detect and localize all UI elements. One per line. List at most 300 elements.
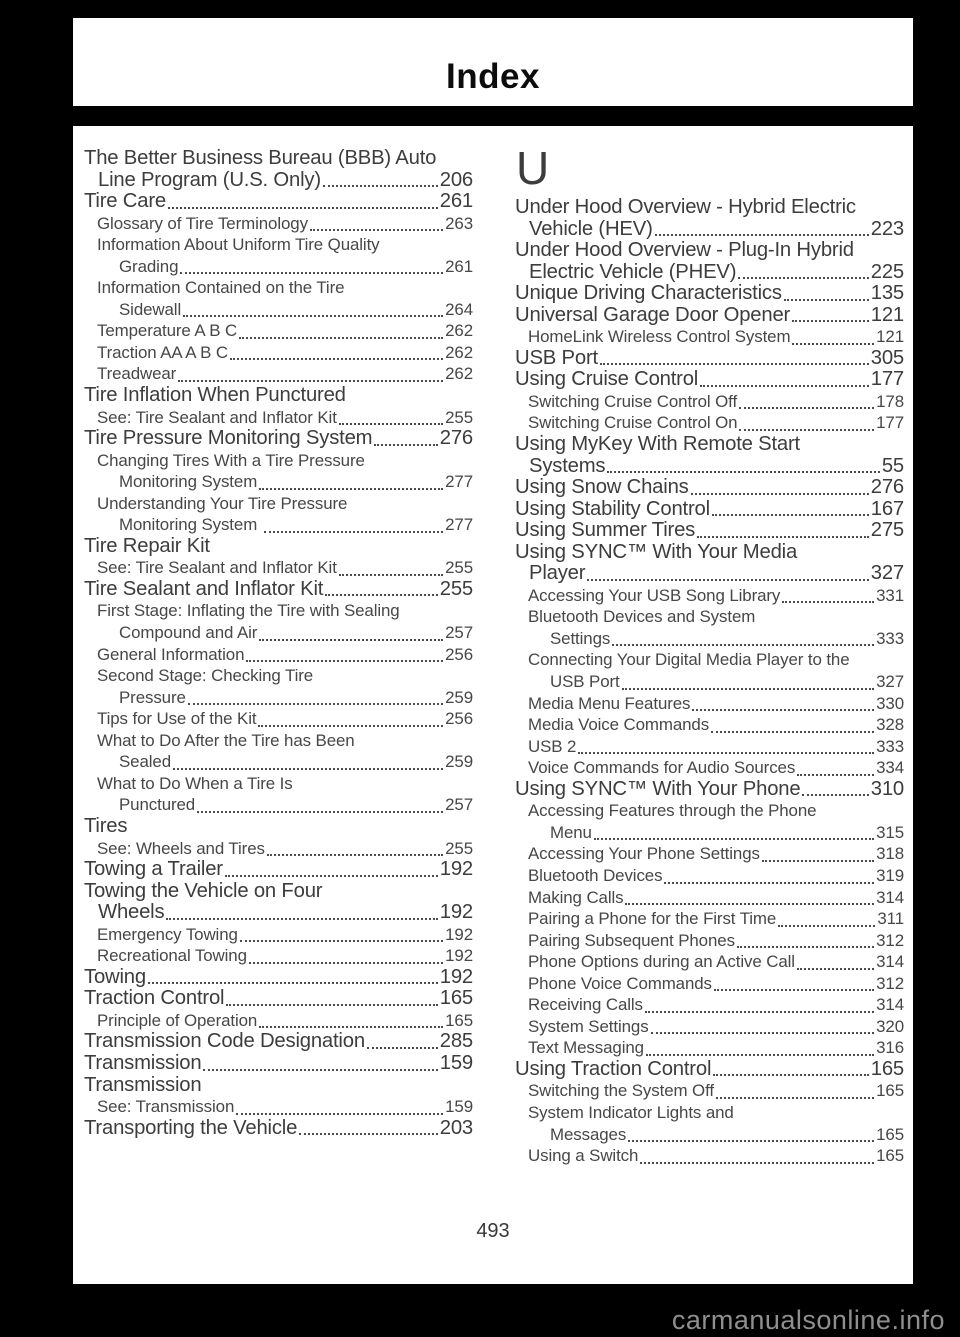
entry-label: Punctured xyxy=(119,795,196,815)
index-entry xyxy=(84,1031,473,1053)
index-entry xyxy=(515,477,904,499)
entry-page-ref: 305 xyxy=(870,346,904,369)
entry-page-ref: 261 xyxy=(439,190,473,213)
index-entry xyxy=(515,757,904,779)
index-entry-line xyxy=(515,197,904,219)
index-entry-line xyxy=(528,412,904,434)
entry-label: Universal Garage Door Opener xyxy=(515,303,791,326)
index-entry-line xyxy=(528,391,904,413)
index-entry xyxy=(515,240,904,283)
index-entry-line xyxy=(97,600,473,622)
dots-leader xyxy=(700,385,869,387)
index-entry-line xyxy=(98,902,473,924)
dots-leader xyxy=(367,1047,438,1049)
index-entry-line xyxy=(97,320,473,342)
entry-label: Information About Uniform Tire Quality xyxy=(97,235,380,255)
watermark-text: carmanualsonline.info xyxy=(671,1305,945,1335)
entry-page-ref: 259 xyxy=(445,752,473,772)
dots-leader xyxy=(325,594,438,596)
index-entry-line xyxy=(97,708,473,730)
dots-leader xyxy=(166,918,437,920)
entry-page-ref: 165 xyxy=(876,1124,904,1144)
entry-page-ref: 177 xyxy=(870,368,904,391)
entry-page-ref: 203 xyxy=(439,1116,473,1139)
index-entry-line xyxy=(84,148,473,170)
index-entry xyxy=(84,1075,473,1097)
entry-page-ref: 264 xyxy=(445,299,473,319)
entry-page-ref: 192 xyxy=(439,901,473,924)
index-entry xyxy=(515,326,904,348)
index-entry-line xyxy=(515,369,904,391)
index-entry xyxy=(515,908,904,930)
entry-page-ref: 165 xyxy=(870,1057,904,1080)
dots-leader xyxy=(655,234,869,236)
entry-label: Glossary of Tire Terminology xyxy=(97,213,308,233)
entry-label: See: Tire Sealant and Inflator Kit xyxy=(97,407,337,427)
entry-label: System Indicator Lights and xyxy=(528,1102,734,1122)
index-entry-line xyxy=(515,477,904,499)
dots-leader xyxy=(578,752,874,754)
entry-page-ref: 285 xyxy=(439,1030,473,1053)
index-entry xyxy=(84,665,473,708)
entry-label: Accessing Features through the Phone xyxy=(528,801,817,821)
index-entry-line xyxy=(84,859,473,881)
index-entry xyxy=(515,994,904,1016)
entry-label: Using Cruise Control xyxy=(515,368,699,391)
index-entry-line xyxy=(528,1080,904,1102)
index-entry-line xyxy=(97,665,473,687)
index-entry-line xyxy=(97,277,473,299)
entry-page-ref: 327 xyxy=(876,672,904,692)
dots-leader xyxy=(267,854,443,856)
index-entry xyxy=(515,1080,904,1102)
index-entry-line xyxy=(97,644,473,666)
entry-label: See: Transmission xyxy=(97,1097,235,1117)
entry-page-ref: 192 xyxy=(439,858,473,881)
entry-label: Temperature A B C xyxy=(97,321,238,341)
index-entry xyxy=(84,536,473,558)
entry-label: Phone Voice Commands xyxy=(528,973,712,993)
index-entry-line xyxy=(97,557,473,579)
index-entry xyxy=(515,951,904,973)
index-entry xyxy=(515,520,904,542)
index-entry xyxy=(84,838,473,860)
dots-leader xyxy=(625,903,874,905)
entry-page-ref: 256 xyxy=(445,709,473,729)
index-entry xyxy=(515,843,904,865)
index-entry xyxy=(515,973,904,995)
index-entry-line xyxy=(97,493,473,515)
entry-page-ref: 263 xyxy=(445,213,473,233)
index-entry xyxy=(515,1059,904,1081)
entry-label: Messages xyxy=(550,1124,627,1144)
index-entry-line xyxy=(550,671,904,693)
entry-page-ref: 318 xyxy=(876,844,904,864)
dots-leader xyxy=(622,688,875,690)
index-entry xyxy=(515,434,904,477)
entry-page-ref: 255 xyxy=(445,558,473,578)
dots-leader xyxy=(697,536,869,538)
index-entry-line xyxy=(528,994,904,1016)
dots-leader xyxy=(240,940,443,942)
dots-leader xyxy=(168,207,438,209)
entry-label: Principle of Operation xyxy=(97,1010,258,1030)
dots-leader xyxy=(249,962,443,964)
index-entry-line xyxy=(97,945,473,967)
entry-page-ref: 159 xyxy=(439,1051,473,1074)
entry-label: Tire Pressure Monitoring System xyxy=(84,427,373,450)
footer-bar xyxy=(0,1284,960,1337)
index-entry xyxy=(84,1053,473,1075)
dots-leader xyxy=(714,989,874,991)
dots-leader xyxy=(339,423,443,425)
entry-page-ref: 256 xyxy=(445,644,473,664)
entry-page-ref: 262 xyxy=(445,342,473,362)
index-column-right xyxy=(515,142,904,1167)
index-entry xyxy=(515,693,904,715)
index-entry-line xyxy=(529,456,904,478)
entry-label: USB 2 xyxy=(528,736,577,756)
entry-page-ref: 277 xyxy=(445,515,473,535)
index-entry xyxy=(84,1010,473,1032)
entry-label: Pairing a Phone for the First Time xyxy=(528,909,777,929)
index-entry-line xyxy=(97,1096,473,1118)
index-entry xyxy=(84,213,473,235)
entry-label: Using Summer Tires xyxy=(515,519,696,542)
index-entry xyxy=(84,342,473,364)
entry-page-ref: 312 xyxy=(876,930,904,950)
dots-leader xyxy=(646,1054,874,1056)
dots-leader xyxy=(374,444,437,446)
index-entry-line xyxy=(97,773,473,795)
index-entry xyxy=(515,391,904,413)
index-entry-line xyxy=(550,1124,904,1146)
index-entry-line xyxy=(528,865,904,887)
index-entry xyxy=(84,579,473,601)
index-entry xyxy=(515,606,904,649)
dots-leader xyxy=(640,1162,874,1164)
entry-label: Transporting the Vehicle xyxy=(84,1116,298,1139)
index-entry-line xyxy=(84,967,473,989)
entry-page-ref: 328 xyxy=(876,715,904,735)
entry-page-ref: 167 xyxy=(870,497,904,520)
entry-label: Towing a Trailer xyxy=(84,858,223,881)
index-entry-line xyxy=(98,170,473,192)
index-entry-line xyxy=(515,520,904,542)
index-entry-line xyxy=(528,973,904,995)
dots-leader xyxy=(797,774,874,776)
index-entry-line xyxy=(515,283,904,305)
entry-page-ref: 331 xyxy=(876,585,904,605)
index-entry-line xyxy=(119,622,473,644)
index-entry-line xyxy=(528,714,904,736)
page-title: Index xyxy=(446,57,540,96)
index-entry xyxy=(84,1118,473,1140)
index-entry xyxy=(515,412,904,434)
dots-leader xyxy=(600,363,869,365)
index-entry-line xyxy=(119,751,473,773)
entry-page-ref: 121 xyxy=(870,303,904,326)
index-entry-line xyxy=(84,988,473,1010)
entry-label: Using Traction Control xyxy=(515,1057,712,1080)
index-entry xyxy=(84,320,473,342)
entry-page-ref: 327 xyxy=(870,562,904,585)
dots-leader xyxy=(183,315,443,317)
entry-label: USB Port xyxy=(515,346,598,369)
entry-label: System Settings xyxy=(528,1016,649,1036)
index-entry-line xyxy=(515,499,904,521)
dots-leader xyxy=(178,380,443,382)
entry-label: Understanding Your Tire Pressure xyxy=(97,493,348,513)
dots-leader xyxy=(797,968,874,970)
index-entry-line xyxy=(515,348,904,370)
entry-page-ref: 255 xyxy=(445,407,473,427)
index-entry xyxy=(515,542,904,585)
entry-label: Grading xyxy=(119,256,179,276)
entry-page-ref: 320 xyxy=(876,1016,904,1036)
entry-page-ref: 121 xyxy=(876,327,904,347)
entry-label: Vehicle (HEV) xyxy=(529,217,653,240)
dots-leader xyxy=(716,1097,874,1099)
dots-leader xyxy=(711,731,874,733)
index-entry xyxy=(515,930,904,952)
index-entry-line xyxy=(119,299,473,321)
index-entry-line xyxy=(529,219,904,241)
entry-label: Switching Cruise Control On xyxy=(528,413,738,433)
index-entry xyxy=(515,736,904,758)
index-entry-line xyxy=(84,816,473,838)
entry-label: Recreational Towing xyxy=(97,946,247,966)
dots-leader xyxy=(259,488,443,490)
index-entry xyxy=(515,649,904,692)
entry-label: Tire Repair Kit xyxy=(84,534,210,557)
entry-page-ref: 334 xyxy=(876,758,904,778)
entry-label: Using a Switch xyxy=(528,1146,639,1166)
entry-label: Treadwear xyxy=(97,364,177,384)
index-entry-line xyxy=(84,1031,473,1053)
index-entry xyxy=(84,191,473,213)
index-entry-line xyxy=(84,428,473,450)
dots-leader xyxy=(792,320,869,322)
entry-label: Accessing Your USB Song Library xyxy=(528,585,781,605)
dots-leader xyxy=(310,229,443,231)
index-entry-line xyxy=(529,262,904,284)
index-entry-line xyxy=(84,881,473,903)
entry-page-ref: 316 xyxy=(876,1038,904,1058)
index-entry-line xyxy=(97,234,473,256)
dots-leader xyxy=(628,1140,874,1142)
index-entry-line xyxy=(97,1010,473,1032)
index-entry xyxy=(515,305,904,327)
entry-label: Making Calls xyxy=(528,887,624,907)
index-entry xyxy=(84,277,473,320)
dots-leader xyxy=(739,407,874,409)
entry-label: Tire Sealant and Inflator Kit xyxy=(84,577,324,600)
entry-label: Text Messaging xyxy=(528,1038,644,1058)
index-entry-line xyxy=(528,606,904,628)
index-entry-line xyxy=(528,1037,904,1059)
dots-leader xyxy=(712,514,869,516)
dots-leader xyxy=(339,574,443,576)
dots-leader xyxy=(180,272,443,274)
entry-label: Under Hood Overview - Hybrid Electric xyxy=(515,196,856,218)
index-entry-line xyxy=(528,1102,904,1124)
entry-label: Second Stage: Checking Tire xyxy=(97,666,314,686)
index-entry-line xyxy=(515,434,904,456)
entry-label: See: Wheels and Tires xyxy=(97,838,265,858)
index-entry-line xyxy=(97,450,473,472)
index-entry xyxy=(84,773,473,816)
entry-page-ref: 192 xyxy=(445,946,473,966)
index-entry xyxy=(515,585,904,607)
entry-label: HomeLink Wireless Control System xyxy=(528,327,791,347)
index-entry xyxy=(515,197,904,240)
dots-leader xyxy=(264,531,443,533)
entry-label: USB Port xyxy=(550,672,620,692)
index-entry-line xyxy=(528,326,904,348)
dots-leader xyxy=(299,1133,438,1135)
dots-leader xyxy=(762,860,874,862)
dots-leader xyxy=(225,875,438,877)
index-entry-line xyxy=(97,342,473,364)
entry-label: Pairing Subsequent Phones xyxy=(528,930,735,950)
index-entry xyxy=(84,557,473,579)
index-entry-line xyxy=(97,924,473,946)
index-entry xyxy=(515,1037,904,1059)
entry-page-ref: 165 xyxy=(439,987,473,1010)
index-entry xyxy=(515,800,904,843)
index-entry-line xyxy=(550,628,904,650)
entry-label: Tires xyxy=(84,814,128,837)
entry-page-ref: 165 xyxy=(445,1010,473,1030)
entry-page-ref: 277 xyxy=(445,472,473,492)
index-entry xyxy=(515,865,904,887)
entry-page-ref: 312 xyxy=(876,973,904,993)
entry-page-ref: 276 xyxy=(439,427,473,450)
dots-leader xyxy=(738,277,868,279)
entry-page-ref: 192 xyxy=(439,965,473,988)
index-entry-line xyxy=(528,908,904,930)
index-entry-line xyxy=(119,514,473,536)
entry-page-ref: 314 xyxy=(876,995,904,1015)
dots-leader xyxy=(259,1026,443,1028)
index-content xyxy=(73,126,913,1284)
index-entry-line xyxy=(119,471,473,493)
entry-page-ref: 319 xyxy=(876,865,904,885)
entry-label: Information Contained on the Tire xyxy=(97,278,345,298)
page-number: 493 xyxy=(476,1220,510,1242)
section-letter: U xyxy=(516,142,550,194)
entry-page-ref: 262 xyxy=(445,321,473,341)
dots-leader xyxy=(188,703,443,705)
dots-leader xyxy=(664,882,874,884)
dots-leader xyxy=(258,725,443,727)
entry-label: Using SYNC™ With Your Phone xyxy=(515,777,801,800)
index-entry xyxy=(84,428,473,450)
index-entry xyxy=(515,369,904,391)
index-entry xyxy=(84,148,473,191)
entry-label: Towing the Vehicle on Four xyxy=(84,879,323,902)
entry-page-ref: 275 xyxy=(870,519,904,542)
index-entry-line xyxy=(529,563,904,585)
entry-page-ref: 261 xyxy=(445,256,473,276)
index-entry-line xyxy=(528,649,904,671)
entry-label: What to Do When a Tire Is xyxy=(97,773,293,793)
entry-page-ref: 223 xyxy=(870,217,904,240)
entry-label: Using SYNC™ With Your Media xyxy=(515,540,798,563)
index-entry xyxy=(84,234,473,277)
entry-page-ref: 259 xyxy=(445,687,473,707)
entry-label: Sidewall xyxy=(119,299,182,319)
entry-label: Receiving Calls xyxy=(528,995,643,1015)
entry-label: Transmission xyxy=(84,1051,202,1074)
entry-label: Accessing Your Phone Settings xyxy=(528,844,760,864)
index-entry-line xyxy=(84,1075,473,1097)
index-entry xyxy=(84,967,473,989)
entry-label: Traction Control xyxy=(84,987,225,1010)
dots-leader xyxy=(737,946,874,948)
entry-page-ref: 192 xyxy=(445,924,473,944)
dots-leader xyxy=(713,1074,869,1076)
entry-label: See: Tire Sealant and Inflator Kit xyxy=(97,558,337,578)
index-entry-line xyxy=(528,930,904,952)
entry-page-ref: 257 xyxy=(445,795,473,815)
dots-leader xyxy=(778,925,875,927)
entry-page-ref: 262 xyxy=(445,364,473,384)
entry-label: Bluetooth Devices and System xyxy=(528,607,756,627)
entry-label: Using Stability Control xyxy=(515,497,710,520)
index-entry xyxy=(515,1145,904,1167)
dots-leader xyxy=(259,639,443,641)
entry-page-ref: 314 xyxy=(876,952,904,972)
entry-page-ref: 55 xyxy=(881,454,904,477)
entry-label: Menu xyxy=(550,822,592,842)
entry-label: Using Snow Chains xyxy=(515,476,689,499)
entry-label: Tire Inflation When Punctured xyxy=(84,384,346,407)
entry-page-ref: 255 xyxy=(439,577,473,600)
dots-leader xyxy=(226,1004,437,1006)
entry-page-ref: 310 xyxy=(870,777,904,800)
index-entry xyxy=(515,499,904,521)
dots-leader xyxy=(691,493,869,495)
index-entry-line xyxy=(515,542,904,564)
dots-leader xyxy=(203,1069,437,1071)
index-entry xyxy=(515,1102,904,1145)
dots-leader xyxy=(651,1032,875,1034)
index-entry xyxy=(84,450,473,493)
entry-page-ref: 255 xyxy=(445,838,473,858)
index-entry xyxy=(515,887,904,909)
dots-leader xyxy=(239,337,443,339)
entry-label: Media Menu Features xyxy=(528,693,691,713)
index-entry-line xyxy=(119,794,473,816)
index-entry xyxy=(84,881,473,924)
entry-label: Monitoring System xyxy=(119,515,262,535)
index-entry xyxy=(84,1096,473,1118)
index-entry xyxy=(84,988,473,1010)
index-entry xyxy=(84,385,473,407)
index-entry-line xyxy=(515,240,904,262)
entry-page-ref: 333 xyxy=(876,736,904,756)
entry-label: Tips for Use of the Kit xyxy=(97,709,257,729)
entry-page-ref: 276 xyxy=(870,476,904,499)
entry-label: Traction AA A B C xyxy=(97,342,228,362)
entry-page-ref: 165 xyxy=(876,1081,904,1101)
index-entry xyxy=(515,714,904,736)
entry-label: Unique Driving Characteristics xyxy=(515,282,782,305)
index-entry xyxy=(84,407,473,429)
entry-label: Wheels xyxy=(98,901,165,924)
